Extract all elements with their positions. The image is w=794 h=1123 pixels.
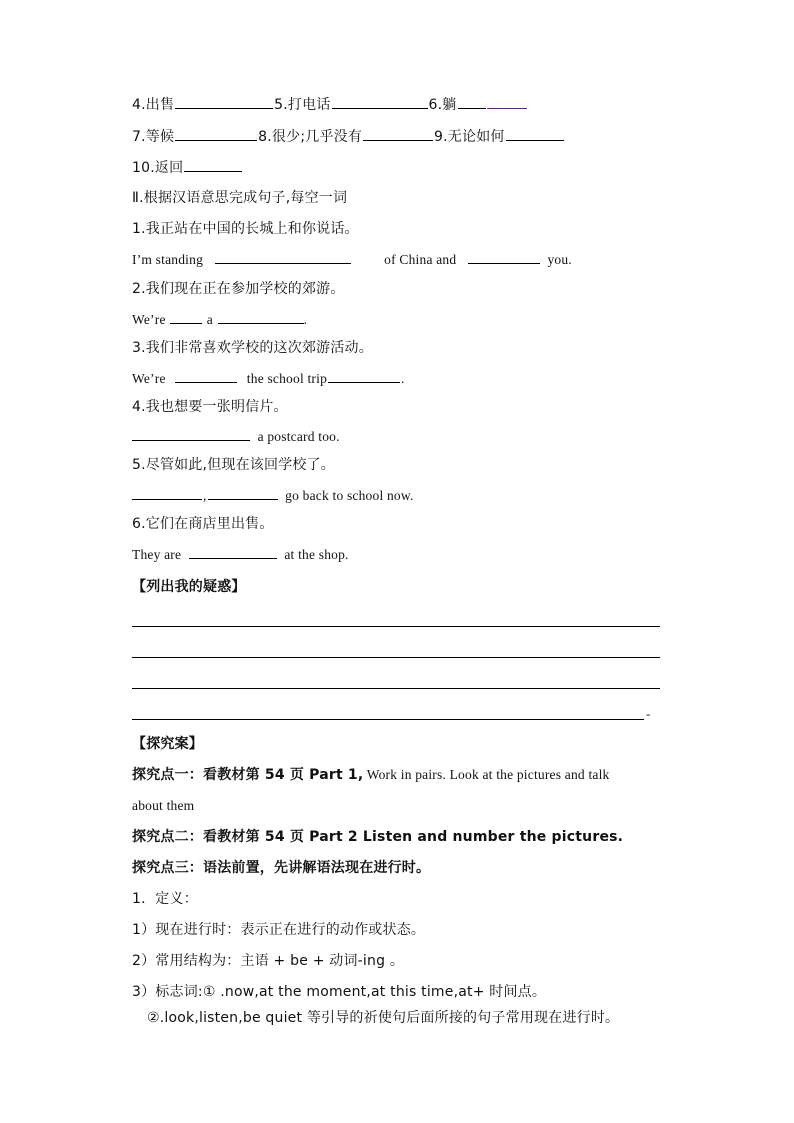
vocab-item-8: 8.很少;几乎没有 [258, 129, 363, 145]
answer-blank[interactable] [468, 262, 540, 264]
answer-blank[interactable] [506, 139, 564, 141]
vocab-row-1 [132, 98, 528, 112]
vocab-item-5: 5.打电话 [274, 97, 331, 113]
answer-blank[interactable] [363, 139, 433, 141]
sentence-1-en: I’m standing of China and you. [132, 252, 572, 267]
definition-heading: 1．定义： [132, 891, 198, 907]
answer-blank[interactable] [189, 557, 277, 559]
answer-blank[interactable] [208, 498, 278, 500]
writing-line[interactable] [132, 719, 644, 720]
sentence-6-cn: 6.它们在商店里出售。 [132, 516, 274, 532]
definition-1: 1）现在进行时：表示正在进行的动作或状态。 [132, 922, 426, 938]
answer-blank[interactable] [175, 107, 273, 109]
explore-title: 【探究案】 [132, 736, 203, 752]
vocab-row-2 [132, 130, 565, 144]
sentence-5-cn: 5.尽管如此,但现在该回学校了。 [132, 457, 336, 473]
vocab-item-4: 4.出售 [132, 97, 175, 113]
answer-blank[interactable] [332, 107, 428, 109]
definition-2: 2）常用结构为：主语 + be + 动词-ing 。 [132, 953, 405, 969]
explore-point-3: 探究点三：语法前置，先讲解语法现在进行时。 [132, 860, 431, 876]
vocab-item-10: 10.返回 [132, 160, 184, 176]
answer-blank[interactable] [184, 170, 242, 172]
sentence-4-en: a postcard too. [132, 430, 340, 444]
answer-blank[interactable] [487, 107, 527, 109]
sentence-3-cn: 3.我们非常喜欢学校的这次郊游活动。 [132, 340, 373, 356]
sentence-4-cn: 4.我也想要一张明信片。 [132, 399, 288, 415]
answer-blank[interactable] [218, 322, 304, 324]
sentence-6-en: They are at the shop. [132, 547, 349, 562]
sentence-1-cn: 1.我正站在中国的长城上和你说话。 [132, 221, 359, 237]
answer-blank[interactable] [328, 381, 400, 383]
definition-4: ②.look,listen,be quiet 等引导的祈使句后面所接的句子常用现在进行时。 [147, 1010, 620, 1026]
sentence-2-cn: 2.我们现在正在参加学校的郊游。 [132, 281, 345, 297]
vocab-item-7: 7.等候 [132, 129, 175, 145]
answer-blank[interactable] [175, 139, 257, 141]
writing-line[interactable] [132, 626, 660, 627]
explore-point-1: 探究点一：看教材第 54 页 Part 1, Work in pairs. Look at the pictures and talk [132, 767, 610, 783]
answer-blank[interactable] [175, 381, 237, 383]
explore-point-2: 探究点二：看教材第 54 页 Part 2 Listen and number the pictures. [132, 829, 624, 845]
writing-line[interactable] [132, 657, 660, 658]
explore-point-1-cont: about them [132, 798, 195, 813]
doubts-title: 【列出我的疑惑】 [132, 579, 246, 595]
vocab-item-6: 6.躺 [428, 97, 457, 113]
vocab-item-9: 9.无论如何 [434, 129, 505, 145]
answer-blank[interactable] [458, 107, 486, 109]
writing-line[interactable] [132, 688, 660, 689]
answer-blank[interactable] [170, 322, 202, 324]
line-end-dash: - [646, 706, 651, 721]
vocab-row-3 [132, 161, 243, 175]
section-2-title: Ⅱ.根据汉语意思完成句子,每空一词 [132, 190, 348, 206]
answer-blank[interactable] [215, 262, 351, 264]
sentence-3-en: We’re the school trip . [132, 371, 405, 386]
sentence-5-en: , go back to school now. [132, 489, 414, 503]
definition-3: 3）标志词:① .now,at the moment,at this time,at+ 时间点。 [132, 984, 547, 1000]
answer-blank[interactable] [132, 498, 202, 500]
sentence-2-en: We’re a . [132, 312, 308, 327]
answer-blank[interactable] [132, 439, 250, 441]
